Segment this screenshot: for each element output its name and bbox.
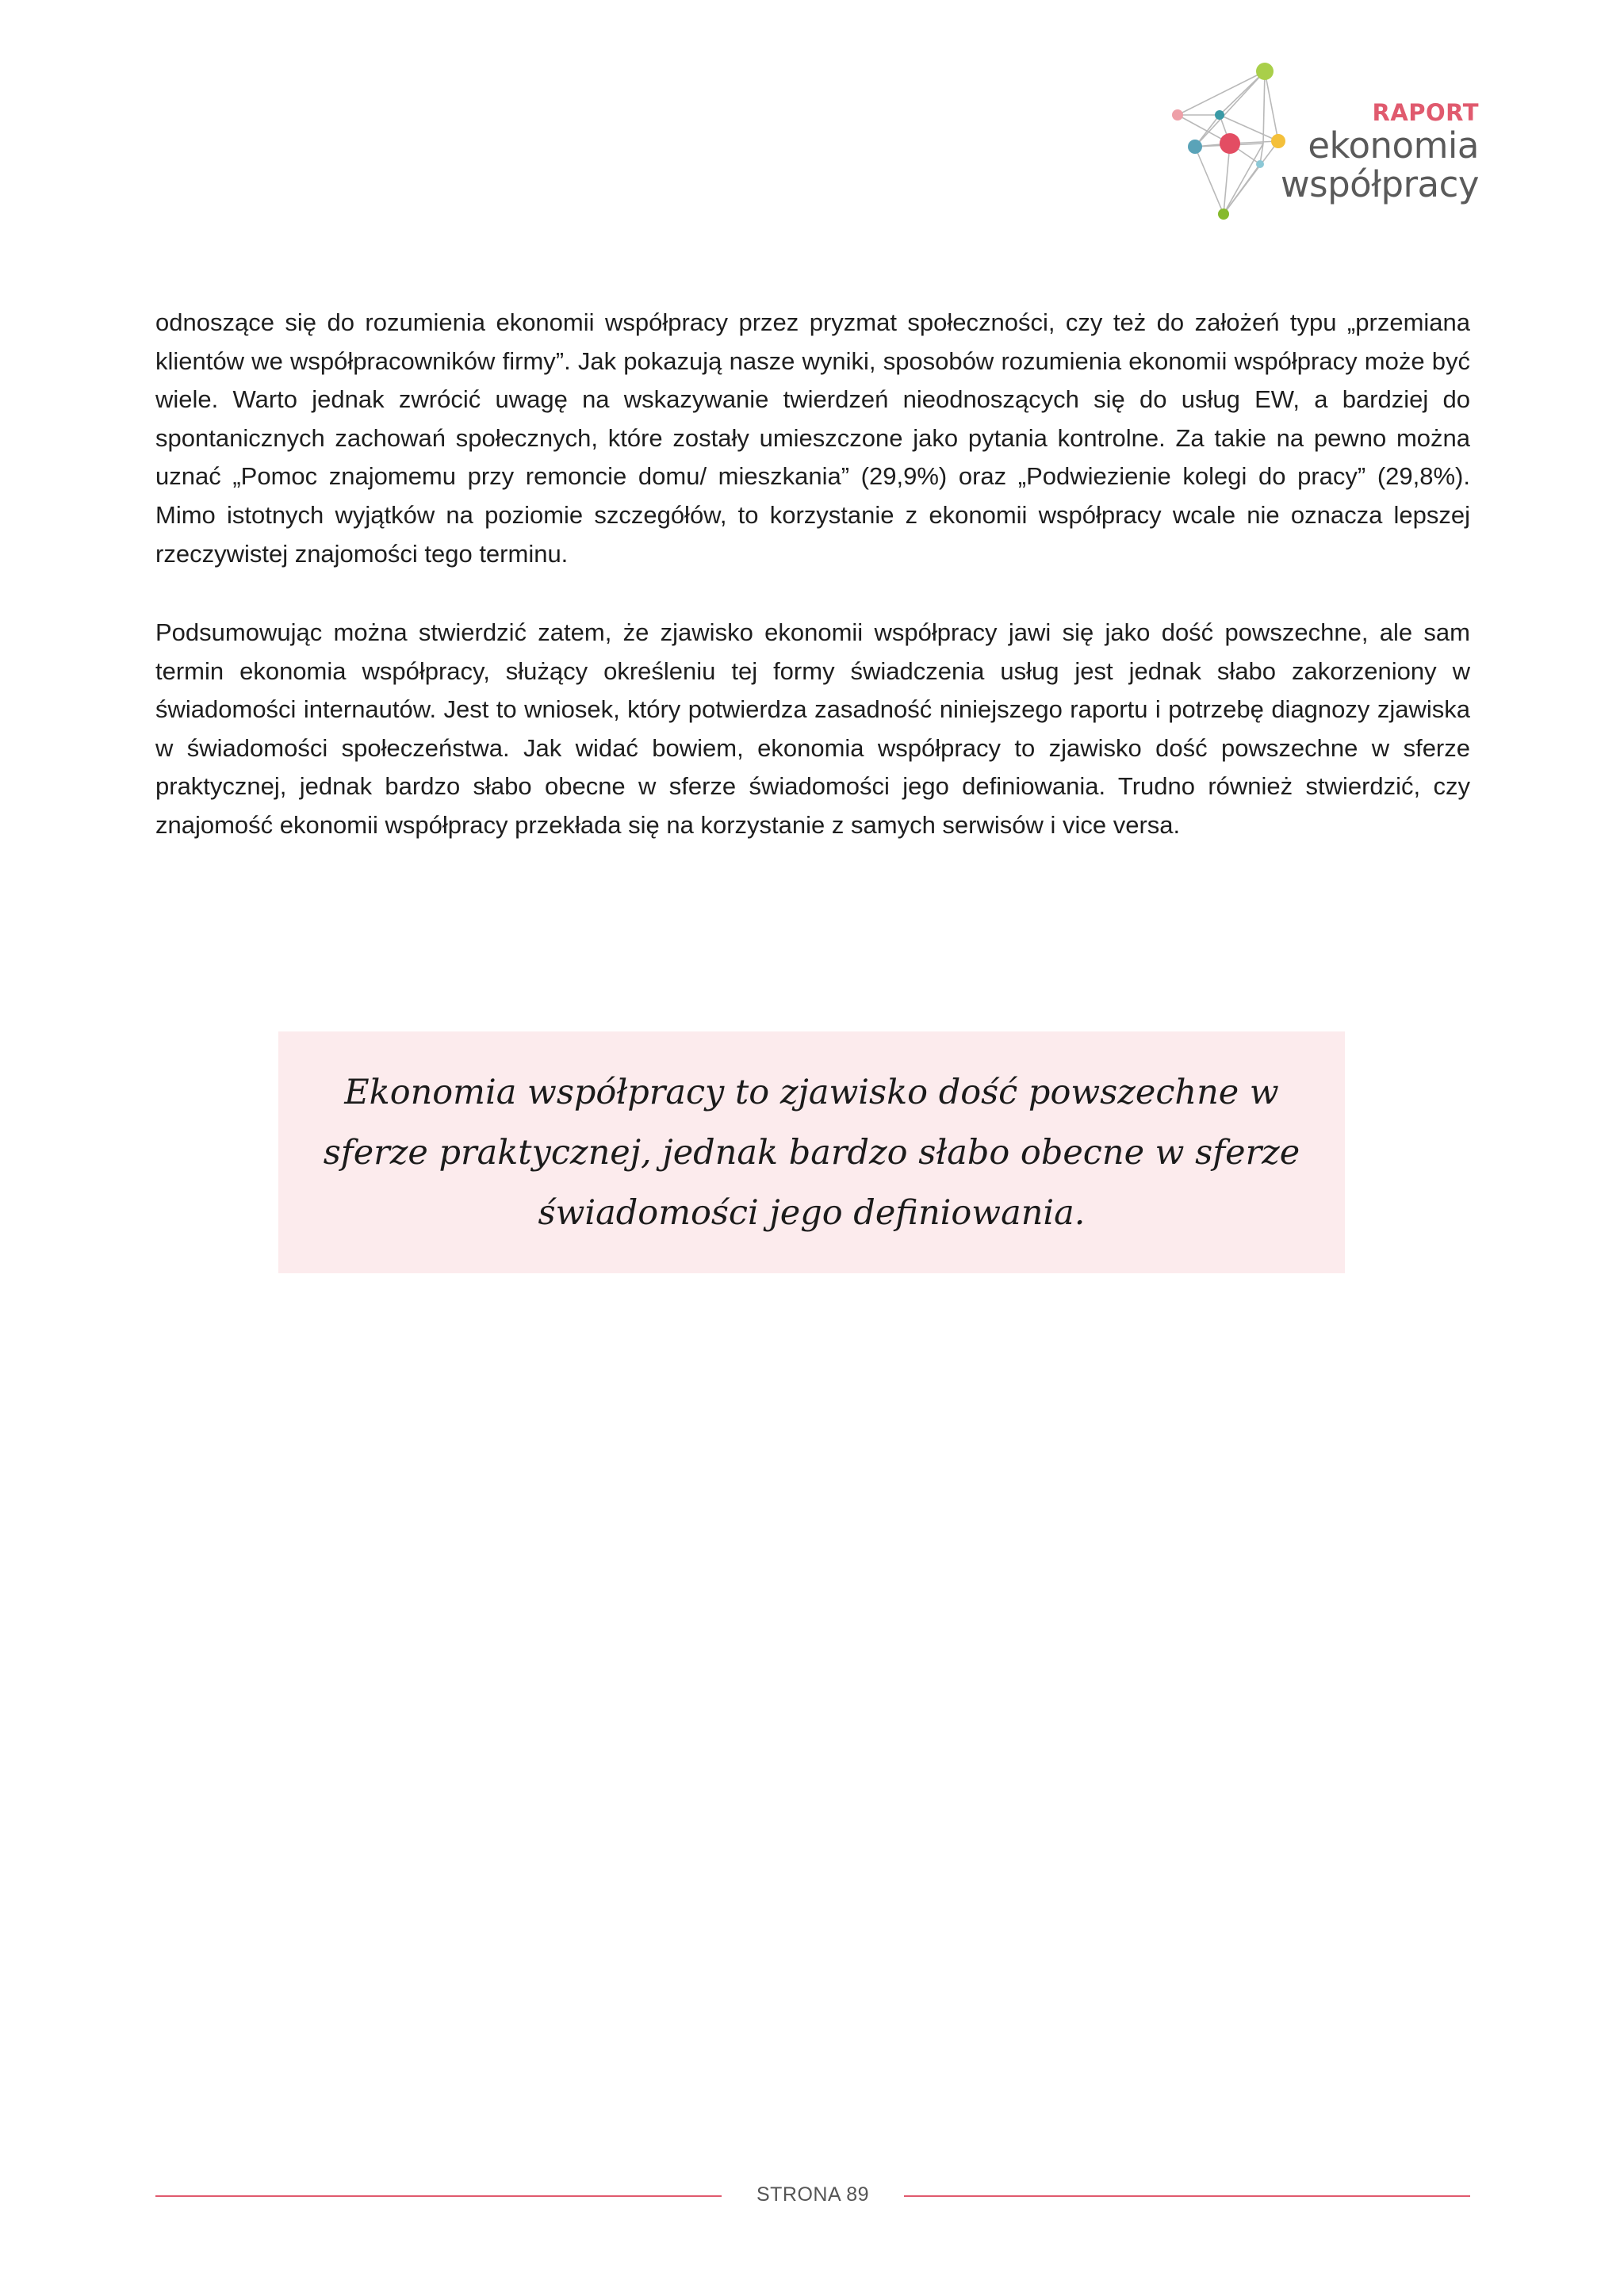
body-paragraph-2 [155, 614, 1470, 845]
logo-title-line1: ekonomia [1308, 124, 1479, 166]
report-logo [1138, 55, 1479, 230]
pull-quote-box [278, 1031, 1345, 1273]
footer-rule-right [904, 2195, 1470, 2197]
page-number: STRONA 89 [756, 2183, 870, 2206]
paragraph-text: Podsumowując można stwierdzić zatem, że zjawisko ekonomii współpracy jawi się jako dość powszechne, ale sam termin ekonomia współpracy, służący określeniu tej formy świadczenia usług jest jednak słabo zakorzeniony w świadomości internautów. Jest to wniosek, który potwierdza zasadność niniejszego raportu i potrzebę diagnozy zjawiska w świadomości społeczeństwa. Jak widać bowiem, ekonomia współpracy to zjawisko dość powszechne w sferze praktycznej, jednak bardzo słabo obecne w sferze świadomości jego definiowania. Trudno również stwierdzić, czy znajomość ekonomii współpracy przekłada się na korzystanie z samych serwisów i vice versa. [155, 618, 1470, 839]
logo-wordmark [1280, 99, 1479, 205]
paragraph-text: odnoszące się do rozumienia ekonomii współpracy przez pryzmat społeczności, czy też do założeń typu „przemiana klientów we współpracowników firmy”. Jak pokazują nasze wyniki, sposobów rozumienia ekonomii współpracy może być wiele. Warto jednak zwrócić uwagę na wskazywanie twierdzeń nieodnoszących się do usług EW, a bardziej do spontanicznych zachowań społecznych, które zostały umieszczone jako pytania kontrolne. Za takie na pewno można uznać „Pomoc znajomemu przy remoncie domu/ mieszkania” (29,9%) oraz „Podwiezienie kolegi do pracy” (29,8%). Mimo istotnych wyjątków na poziomie szczegółów, to korzystanie z ekonomii współpracy wcale nie oznacza lepszej rzeczywistej znajomości tego terminu. [155, 308, 1470, 568]
pull-quote-text: Ekonomia współpracy to zjawisko dość powszechne w sferze praktycznej, jednak bardzo słabo obecne w sferze świadomości jego definiowania. [323, 1072, 1300, 1233]
logo-title-line2: współpracy [1280, 163, 1479, 205]
logo-raport-label: RAPORT [1372, 99, 1479, 126]
body-paragraph-1 [155, 304, 1470, 573]
footer-rule-left [155, 2195, 722, 2197]
